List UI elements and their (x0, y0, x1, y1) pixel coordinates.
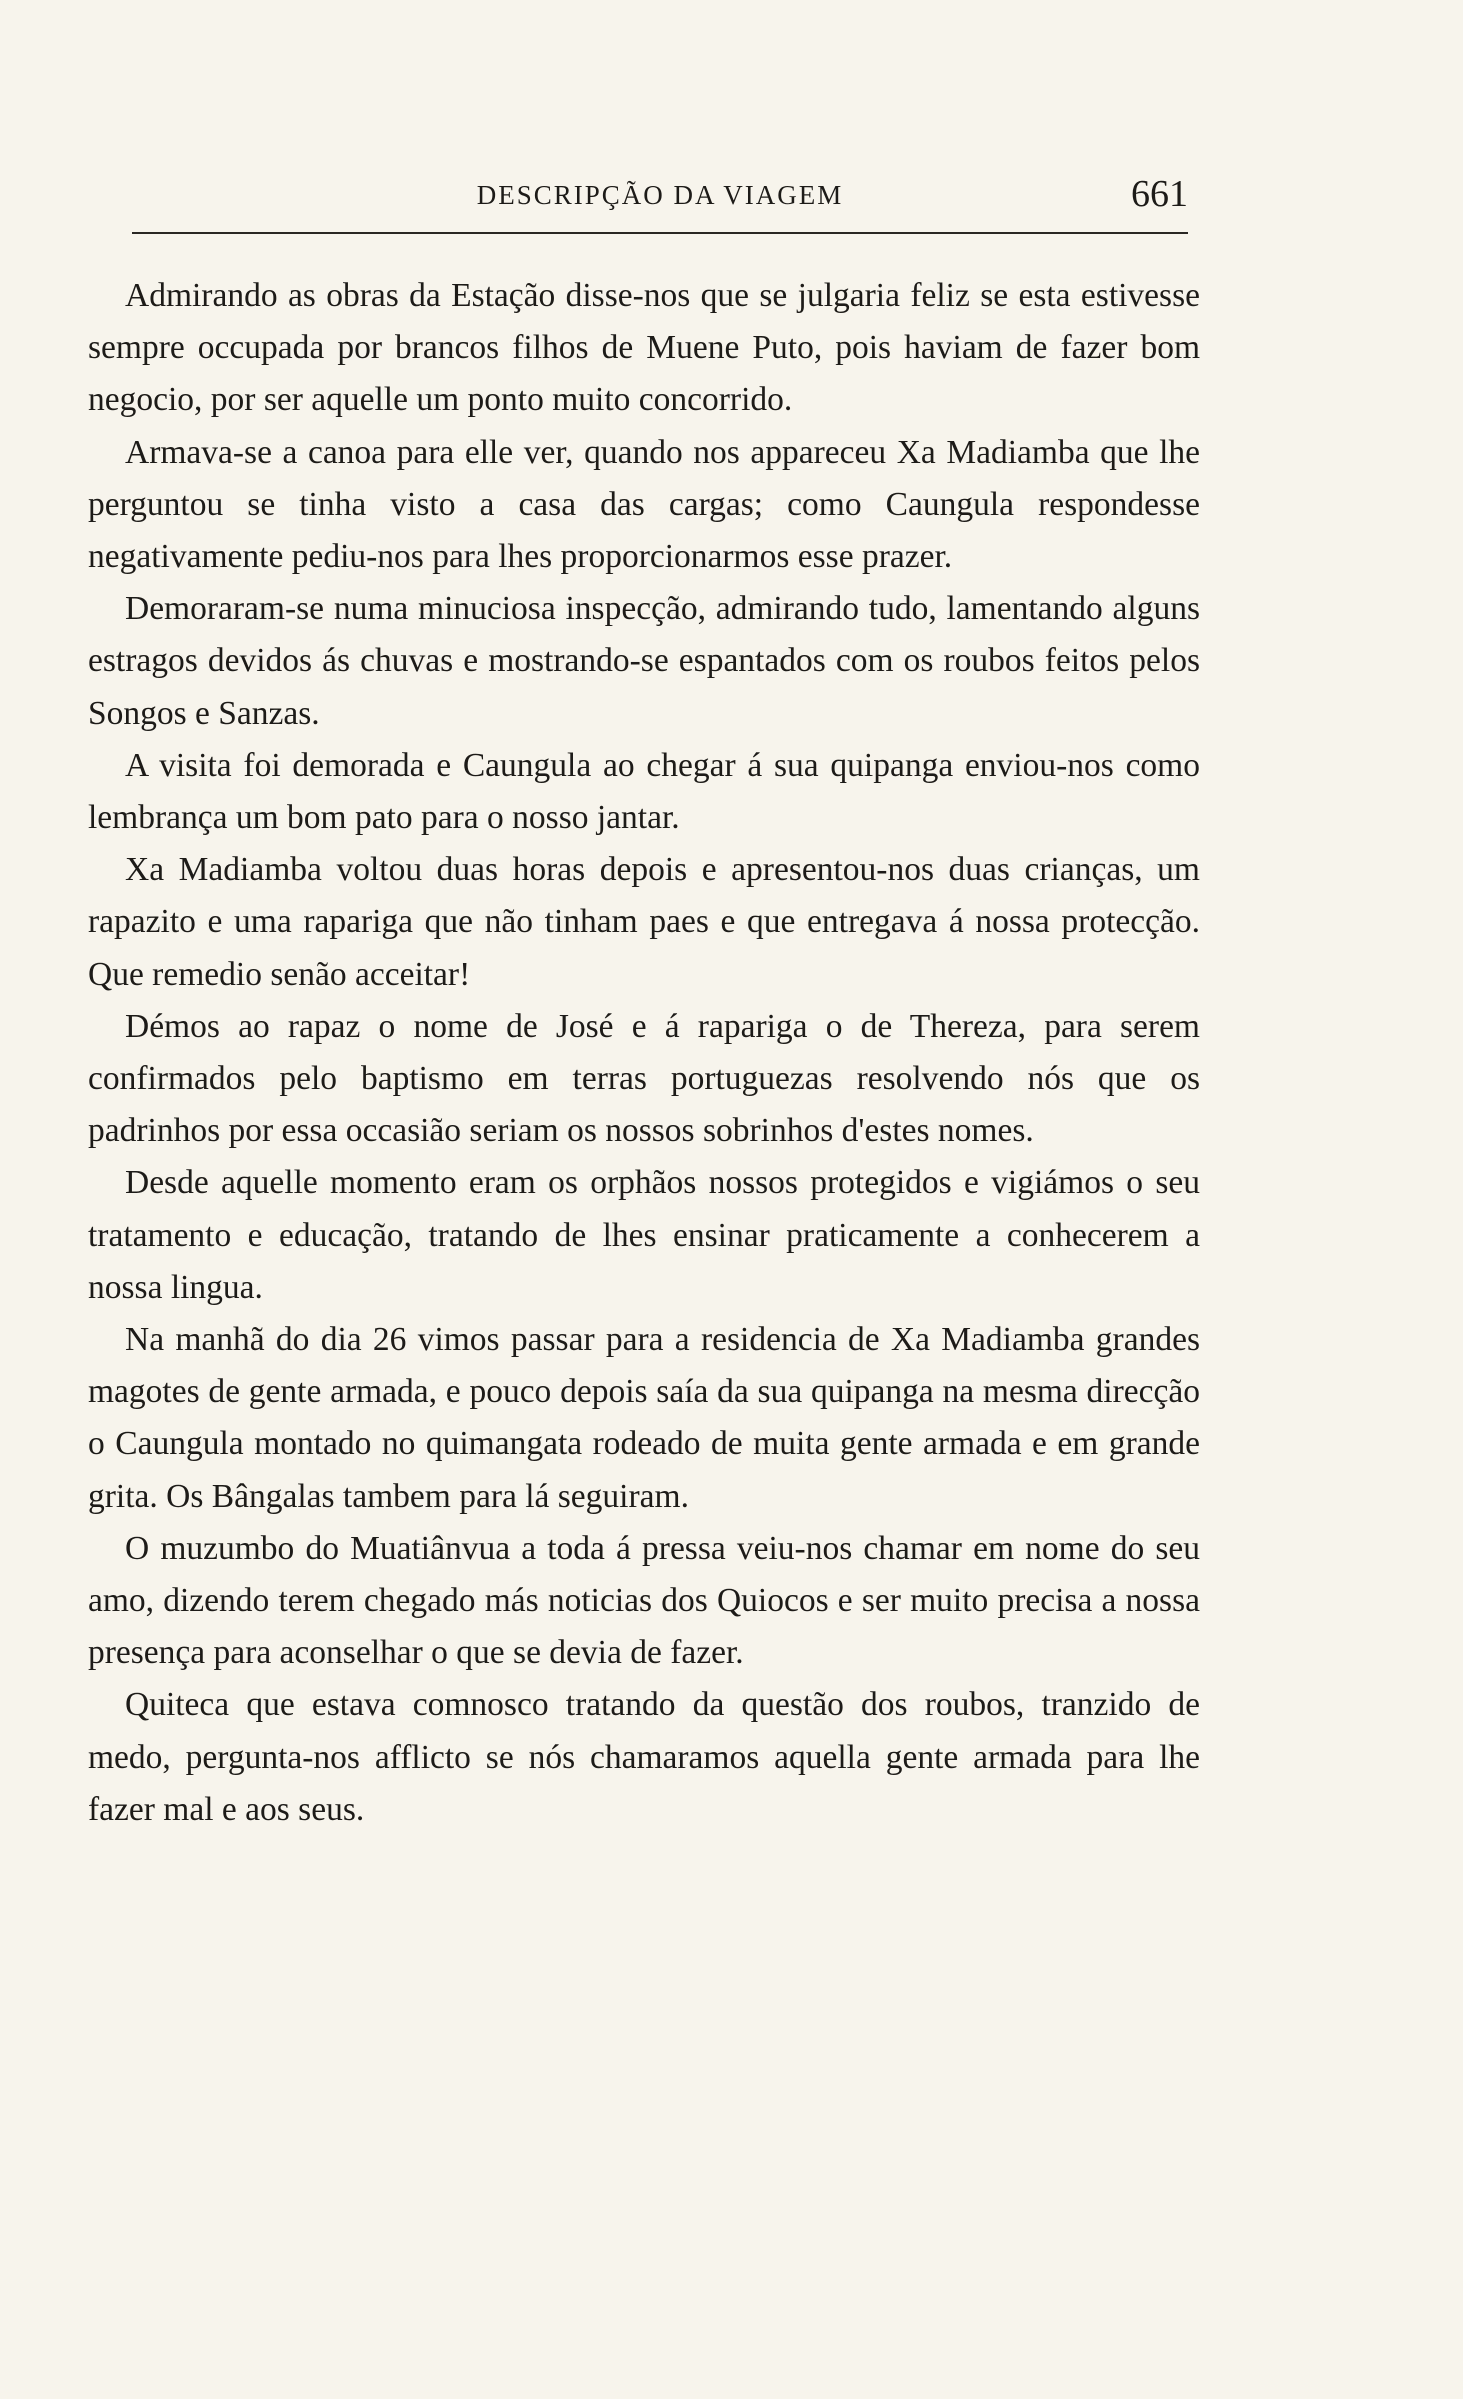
paragraph-6: Démos ao rapaz o nome de José e á rapariga o de Thereza, para serem confirmados pelo baptismo em terras portuguezas resolvendo nós que os padrinhos por essa occasião seriam os nossos sobrinhos d'estes nomes. (88, 1007, 1200, 1150)
body-text (88, 270, 1200, 1836)
paragraph-10: Quiteca que estava comnosco tratando da questão dos roubos, tranzido de medo, pergunta-nos afflicto se nós chamaramos aquella gente armada para lhe fazer mal e aos seus. (88, 1686, 1200, 1828)
page-header (132, 172, 1188, 236)
paragraph-4: A visita foi demorada e Caungula ao chegar á sua quipanga enviou-nos como lembrança um bom pato para o nosso jantar. (88, 746, 1200, 837)
running-title: DESCRIPÇÃO DA VIAGEM (476, 180, 844, 210)
page-number: 661 (1131, 173, 1188, 215)
paragraph-3: Demoraram-se numa minuciosa inspecção, admirando tudo, lamentando alguns estragos devidos ás chuvas e mostrando-se espantados com os roubos feitos pelos Songos e Sanzas. (88, 590, 1200, 732)
paragraph-8: Na manhã do dia 26 vimos passar para a residencia de Xa Madiamba grandes magotes de gente armada, e pouco depois saía da sua quipanga na mesma direcção o Caungula montado no quimangata rodeado de muita gente armada e em grande grita. Os Bângalas tambem para lá seguiram. (88, 1321, 1200, 1515)
paragraph-5: Xa Madiamba voltou duas horas depois e apresentou-nos duas crianças, um rapazito e uma rapariga que não tinham paes e que entregava á nossa protecção. Que remedio senão acceitar! (88, 851, 1200, 993)
paragraph-7: Desde aquelle momento eram os orphãos nossos protegidos e vigiámos o seu tratamento e educação, tratando de lhes ensinar praticamente a conhecerem a nossa lingua. (88, 1164, 1200, 1306)
paragraph-1: Admirando as obras da Estação disse-nos que se julgaria feliz se esta estivesse sempre occupada por brancos filhos de Muene Puto, pois haviam de fazer bom negocio, por ser aquelle um ponto muito concorrido. (88, 277, 1200, 419)
header-rule (132, 232, 1188, 234)
paragraph-9: O muzumbo do Muatiânvua a toda á pressa veiu-nos chamar em nome do seu amo, dizendo terem chegado más noticias dos Quiocos e ser muito precisa a nossa presença para aconselhar o que se devia de fazer. (88, 1529, 1200, 1672)
paragraph-2: Armava-se a canoa para elle ver, quando nos appareceu Xa Madiamba que lhe perguntou se tinha visto a casa das cargas; como Caungula respondesse negativamente pediu-nos para lhes proporcionarmos esse prazer. (88, 433, 1200, 576)
